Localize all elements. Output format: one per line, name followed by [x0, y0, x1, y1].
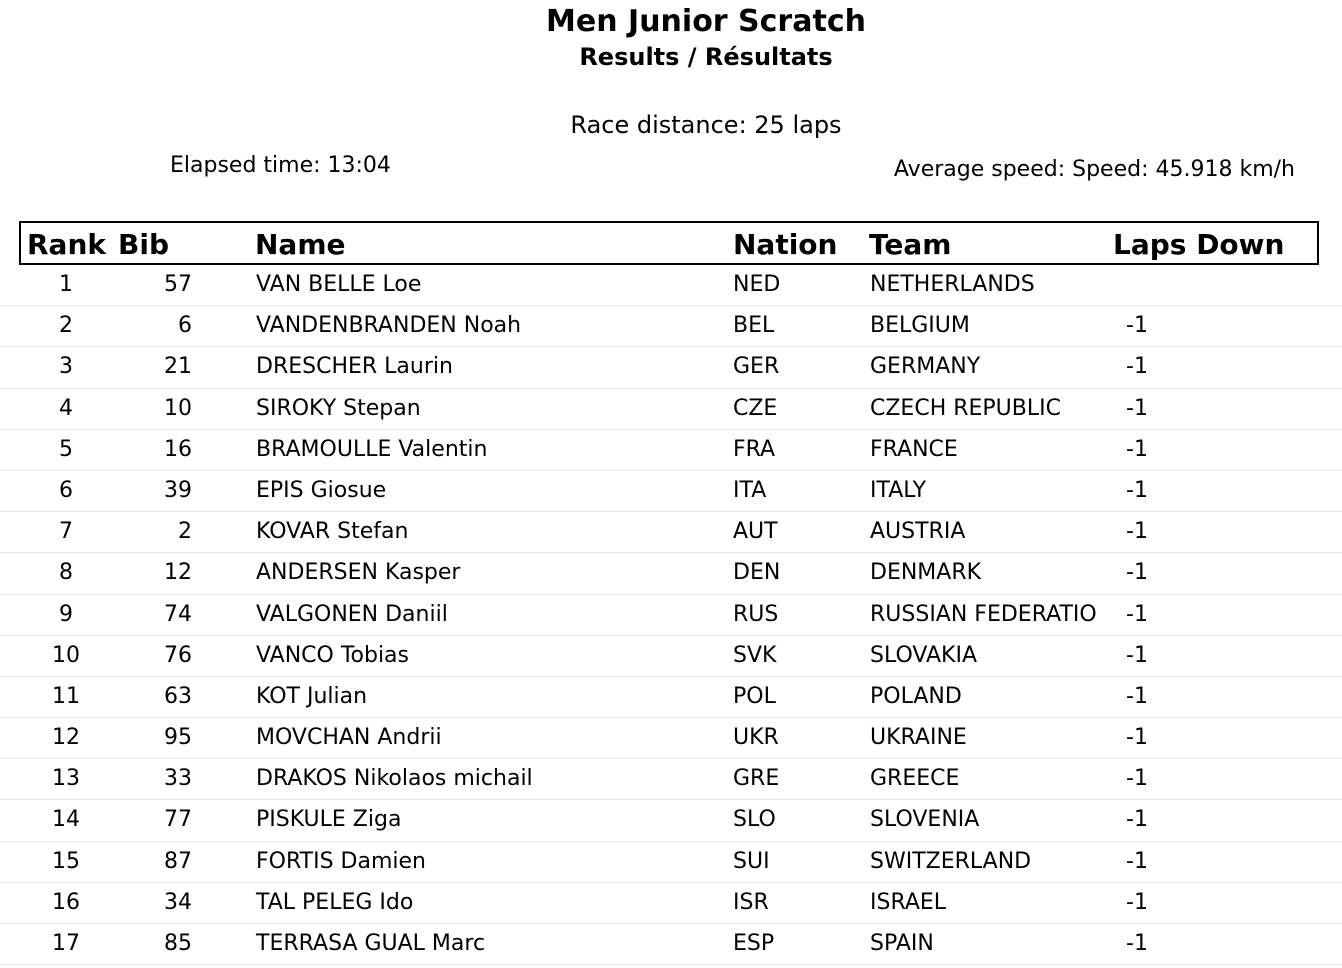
nation-cell: NED — [733, 272, 781, 297]
team-cell: ITALY — [870, 477, 927, 503]
table-row — [0, 677, 1342, 718]
team-cell: SWITZERLAND — [870, 848, 1032, 874]
nation-cell: ESP — [733, 931, 775, 956]
bib-cell: 34 — [164, 889, 192, 915]
rank-cell: 13 — [52, 766, 80, 792]
laps-down-cell: -1 — [1126, 313, 1148, 339]
team-cell: SPAIN — [870, 931, 934, 956]
average-speed: Average speed: Speed: 45.918 km/h — [893, 157, 1295, 182]
laps-down-cell: -1 — [1126, 683, 1148, 709]
rank-cell: 5 — [59, 436, 73, 462]
elapsed-time: Elapsed time: 13:04 — [170, 153, 391, 178]
rank-cell: 7 — [59, 519, 73, 545]
table-row — [0, 430, 1342, 471]
team-cell: RUSSIAN FEDERATIO — [870, 601, 1097, 627]
column-header-bib: Bib — [118, 228, 169, 261]
name-cell: MOVCHAN Andrii — [256, 725, 442, 751]
rank-cell: 6 — [59, 477, 73, 503]
nation-cell: ITA — [733, 477, 767, 503]
bib-cell: 16 — [164, 436, 192, 462]
laps-down-cell: -1 — [1126, 354, 1148, 380]
table-row — [0, 347, 1342, 388]
bib-cell: 76 — [164, 642, 192, 668]
column-header-laps-down: Laps Down — [1113, 228, 1285, 261]
team-cell: GREECE — [870, 766, 960, 792]
name-cell: BRAMOULLE Valentin — [256, 436, 488, 462]
team-cell: ISRAEL — [870, 889, 947, 915]
laps-down-cell: -1 — [1126, 766, 1148, 792]
rank-cell: 12 — [52, 725, 80, 751]
table-row — [0, 595, 1342, 636]
nation-cell: SLO — [733, 807, 776, 833]
table-row — [0, 389, 1342, 430]
table-row — [0, 800, 1342, 841]
table-row — [0, 718, 1342, 759]
team-cell: SLOVAKIA — [870, 642, 978, 668]
bib-cell: 2 — [178, 519, 192, 545]
page-subtitle: Results / Résultats — [579, 43, 833, 71]
page-title: Men Junior Scratch — [546, 4, 866, 39]
team-cell: DENMARK — [870, 560, 982, 586]
table-row — [0, 924, 1342, 965]
name-cell: VALGONEN Daniil — [256, 601, 448, 627]
bib-cell: 63 — [164, 683, 192, 709]
team-cell: FRANCE — [870, 436, 958, 462]
nation-cell: GER — [733, 354, 780, 380]
team-cell: CZECH REPUBLIC — [870, 395, 1061, 421]
rank-cell: 10 — [52, 642, 80, 668]
bib-cell: 12 — [164, 560, 192, 586]
table-row — [0, 842, 1342, 883]
bib-cell: 57 — [164, 272, 192, 297]
nation-cell: RUS — [733, 601, 779, 627]
laps-down-cell: -1 — [1126, 807, 1148, 833]
table-row — [0, 553, 1342, 594]
table-row — [0, 306, 1342, 347]
laps-down-cell: -1 — [1126, 436, 1148, 462]
rank-cell: 2 — [59, 313, 73, 339]
nation-cell: AUT — [733, 519, 778, 545]
rank-cell: 11 — [52, 683, 80, 709]
laps-down-cell: -1 — [1126, 477, 1148, 503]
bib-cell: 87 — [164, 848, 192, 874]
laps-down-cell: -1 — [1126, 725, 1148, 751]
name-cell: FORTIS Damien — [256, 848, 426, 874]
column-header-rank: Rank — [27, 228, 107, 261]
nation-cell: DEN — [733, 560, 781, 586]
nation-cell: SVK — [733, 642, 777, 668]
laps-down-cell: -1 — [1126, 519, 1148, 545]
team-cell: AUSTRIA — [870, 519, 966, 545]
bib-cell: 95 — [164, 725, 192, 751]
rank-cell: 9 — [59, 601, 73, 627]
name-cell: EPIS Giosue — [256, 477, 387, 503]
laps-down-cell: -1 — [1126, 601, 1148, 627]
bib-cell: 85 — [164, 931, 192, 956]
column-header-name: Name — [255, 228, 346, 261]
laps-down-cell: -1 — [1126, 560, 1148, 586]
bib-cell: 77 — [164, 807, 192, 833]
nation-cell: SUI — [733, 848, 770, 874]
name-cell: SIROKY Stepan — [256, 395, 421, 421]
rank-cell: 14 — [52, 807, 80, 833]
rank-cell: 15 — [52, 848, 80, 874]
nation-cell: GRE — [733, 766, 780, 792]
results-table-header — [19, 221, 1319, 265]
table-row — [0, 471, 1342, 512]
bib-cell: 74 — [164, 601, 192, 627]
rank-cell: 16 — [52, 889, 80, 915]
column-header-team: Team — [869, 228, 952, 261]
name-cell: PISKULE Ziga — [256, 807, 402, 833]
name-cell: DRAKOS Nikolaos michail — [256, 766, 533, 792]
laps-down-cell: -1 — [1126, 889, 1148, 915]
name-cell: KOVAR Stefan — [256, 519, 409, 545]
bib-cell: 21 — [164, 354, 192, 380]
table-row — [0, 265, 1342, 306]
nation-cell: CZE — [733, 395, 778, 421]
column-header-nation: Nation — [733, 228, 838, 261]
name-cell: ANDERSEN Kasper — [256, 560, 461, 586]
table-row — [0, 512, 1342, 553]
table-row — [0, 636, 1342, 677]
bib-cell: 33 — [164, 766, 192, 792]
laps-down-cell: -1 — [1126, 848, 1148, 874]
rank-cell: 17 — [52, 931, 80, 956]
name-cell: TERRASA GUAL Marc — [256, 931, 486, 956]
team-cell: UKRAINE — [870, 725, 967, 751]
name-cell: TAL PELEG Ido — [256, 889, 414, 915]
laps-down-cell: -1 — [1126, 642, 1148, 668]
name-cell: DRESCHER Laurin — [256, 354, 453, 380]
nation-cell: ISR — [733, 889, 769, 915]
table-row — [0, 883, 1342, 924]
team-cell: GERMANY — [870, 354, 981, 380]
nation-cell: UKR — [733, 725, 779, 751]
team-cell: BELGIUM — [870, 313, 970, 339]
name-cell: KOT Julian — [256, 683, 368, 709]
rank-cell: 8 — [59, 560, 73, 586]
name-cell: VAN BELLE Loe — [256, 272, 422, 297]
nation-cell: POL — [733, 683, 776, 709]
rank-cell: 4 — [59, 395, 73, 421]
bib-cell: 6 — [178, 313, 192, 339]
rank-cell: 1 — [59, 272, 73, 297]
race-distance: Race distance: 25 laps — [570, 111, 842, 139]
rank-cell: 3 — [59, 354, 73, 380]
laps-down-cell: -1 — [1126, 931, 1148, 956]
results-table-body — [0, 265, 1342, 965]
bib-cell: 39 — [164, 477, 192, 503]
nation-cell: FRA — [733, 436, 776, 462]
team-cell: POLAND — [870, 683, 962, 709]
table-row — [0, 759, 1342, 800]
team-cell: NETHERLANDS — [870, 272, 1035, 297]
bib-cell: 10 — [164, 395, 192, 421]
laps-down-cell: -1 — [1126, 395, 1148, 421]
nation-cell: BEL — [733, 313, 775, 339]
team-cell: SLOVENIA — [870, 807, 980, 833]
name-cell: VANCO Tobias — [256, 642, 410, 668]
name-cell: VANDENBRANDEN Noah — [256, 313, 522, 339]
